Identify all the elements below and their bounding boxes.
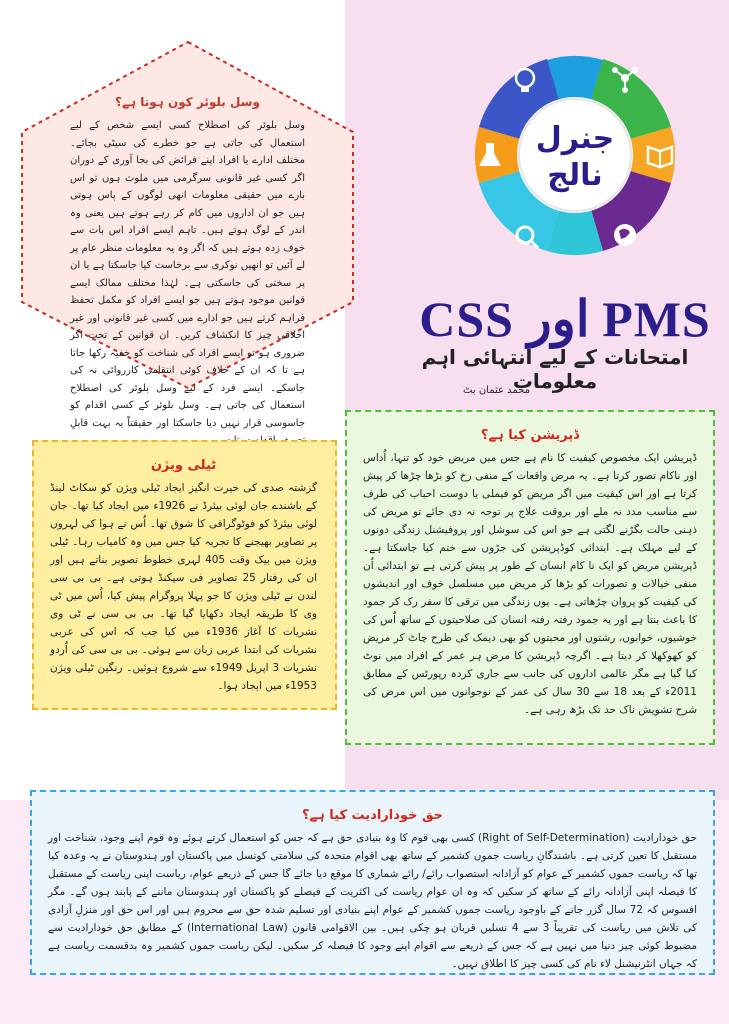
television-body: گزشتہ صدی کی حیرت انگیز ایجاد ٹیلی ویژن کو سکاٹ لینڈ کے باشندے جان لوئی بیئرڈ نے 1926ء میں ایجاد کیا تھا۔ جان لوئی بیئرڈ کو فوٹوگرافی کا شوق تھا۔ اُس نے ہوا کی لہروں پر تصاویر بھیجنے کا تجربہ کیا جس میں وہ کامیاب رہا۔ ٹیلی ویژن میں بیک وقت 405 لہری خطوط تصویر بناتے ہیں اور ان کی رفتار 25 تصاویر فی سیکنڈ ہوتی ہے۔ بی بی سی لندن نے ٹیلی ویژن کا جو پہلا پروگرام پیش کیا، اُس میں ٹی وی کا طریقہ ایجاد دکھایا گیا تھا۔ بی بی سی نے ٹی وی نشریات کا آغاز 1936ء میں کیا جب کہ اس کی عربی نشریات کی ابتدا عربی زبان سے ہوئی۔ بی بی سی کی اُردو نشریات 3 اپریل 1949ء سے شروع ہوئیں۔ رنگین ٹیلی ویژن 1953ء میں ایجاد ہوا۔ bbox=[50, 482, 318, 692]
television-section bbox=[32, 440, 337, 710]
badge-line2: نالج bbox=[547, 158, 603, 193]
whistleblower-body: وسل بلوئر کی اصطلاح کسی ایسے شخص کے لیے استعمال کی جاتی ہے جو خطرے کی سیٹی بجائے۔ مختلف ادارے یا افراد اپنے فرائض کی بجا آوری کے دوران اگر کسی غیر قانونی سرگرمی میں ملوث ہوں تو اس بارے میں حقیقی معلومات انھی لوگوں کے پاس ہوتی ہیں جو ان اداروں میں کام کر رہے ہوتے ہیں یعنی وہ اندر کے لوگ ہوتے ہیں۔ تاہم ایسے افراد اس بات سے خوف زدہ ہوتے ہیں کہ اگر وہ یہ معلومات منظر عام پر لے آئیں تو انھیں نوکری سے برخاست کیا جاسکتا ہے یا ان پر سختی کی جاسکتی ہے۔ لہٰذا مختلف ممالک ایسے قوانین موجود ہوتے ہیں جو ایسے افراد کو مکمل تحفظ فراہم کرتے ہیں جو ادارے میں کسی غیر قانونی اور غیر اخلاقی چیز کا انکشاف کریں۔ ان قوانین کے تحت اگر ضروری ہو تو ایسے افراد کی شناخت کو خفیہ رکھا جاتا ہے تا کہ ان کے خلاف کوئی انتقامی کارروائی نہ کی جاسکے۔ ایسے فرد کے لیے وسل بلوئر کی اصطلاح استعمال کی جاتی ہے۔ وسل بلوئر کے کسی اقدام کو جاسوسی قرار نہیں دیا جاسکتا اور حقیقتاً یہ بہت قابلِ bbox=[70, 120, 305, 429]
globe-icon bbox=[614, 224, 636, 246]
general-knowledge-badge bbox=[455, 30, 695, 280]
whistleblower-heading: وسل بلوئر کون ہوتا ہے؟ bbox=[115, 95, 260, 109]
depression-heading: ڈپریشن کیا ہے؟ bbox=[480, 428, 580, 443]
self-determination-body: حق خودارادیت (Right of Self-Determination) کسی بھی قوم کا وہ بنیادی حق ہے کہ جس کو استعمال کرتے ہوئے وہ قوم اپنے وجود، شناخت اور مستقبل کا تعین کرتی ہے۔ باشندگانِ ریاست جموں کشمیر کے ساتھ بھی اقوام متحدہ کی سلامتی کونسل میں پاکستان اور ہندوستان نے یہ وعدہ کیا تھا کہ ریاست جموں کشمیر کے عوام کو آزادانہ استصواب رائے/ رائے شماری کا موقع دیا جائے گا جس کے ذریعے عوام، ریاست اپنی ریاست کے مستقبل کا فیصلہ اپنی آزادانہ رائے کے ساتھ کر سکیں کہ وہ ان عوام ریاست کی اکثریت کے فیصلے کو پاکستان اور ہندوستان ماننے کے پابند ہوں گے۔ مگر افسوس کہ 72 سال گزر جانے کے باوجود ریاست جموں کشمیر کے عوام اپنے بنیادی اور تسلیم شدہ حق سے محروم ہیں اور اس حق اور منزلِ آزادی کی تلاش میں ریاست کی تقریباً 3 سے 4 نسلیں قربان ہو چکی ہیں۔ بین الاقوامی قانون (International Law) کے مطابق حق خودارادیت سے مضبوط کوئی چیز دنیا میں نہیں ہے کہ جس کے ذریعے سے اقوام اپنے وجود کا فیصلہ کر سکیں۔ لیکن ریاست جموں کشمیر وہ بدقسمت ریاست ہے کہ جہاں انٹرنیشنل لاء نام کی کسی چیز کا اطلاق نہیں۔ bbox=[48, 832, 698, 970]
television-heading: ٹیلی ویژن bbox=[150, 458, 217, 473]
title-main: CSS اور PMS bbox=[419, 291, 711, 347]
title-subtitle: امتحانات کے لیے انتہائی اہم معلومات bbox=[421, 345, 689, 393]
self-determination-section bbox=[30, 790, 715, 975]
author-name: محمد عثمان بٹ bbox=[463, 385, 530, 396]
depression-body: ڈپریشن ایک مخصوص کیفیت کا نام ہے جس میں مریض خود کو تنہا، اُداس اور ناکام تصور کرتا ہے۔ یہ مرض واقعات کے منفی رخ کو بڑھا چڑھا کر پیش کرتا ہے اور اس کیفیت میں اگر مریض کو فیملی یا دوست احباب کی طرف سے مناسب مدد نہ ملے اور بروقت علاج پر توجہ نہ دی جائے تو مریض کی ذہنی حالت بگڑنے لگتی ہے جو اس کی سوشل اور پروفیشنل زندگی دونوں کے لیے مہلک ہے۔ ابتدائی کوڈپریشن کی جڑوں سے ختم کیا جاسکتا ہے۔ ڈپریشن مریض کو ایک نا کام انسان کے طور پر پیش کرتی ہے تو ابتدائی اُن منفی خیالات و تصورات کو بڑھا کر مریض میں مسلسل خوف اور اندیشوں کی کیفیت کو پروان چڑھاتی ہے۔ یوں زندگی میں ترقی کا سفر رک کر جمود کا باعث بنتا ہے اور یہ جمود رفتہ رفتہ انسان کی صلاحیتوں کے ساتھ اُس کی خوشیوں، خوابوں، رشتوں اور محبتوں کو بھی دیمک کی طرح چاٹ کر مریض کو کھوکھلا کر دیتا ہے۔ اگرچہ ڈپریشن کا مرض ہر عمر کے افراد میں نوٹ کیا گیا ہے مگر عالمی اداروں کی جانب سے جاری کردہ رپورٹس کے مطابق 2011ء کے بعد 18 سے 30 سال کی عمر کے نوجوانوں میں اس مرض کی شرح تشویش ناک حد تک بڑھ رہی ہے۔ bbox=[363, 452, 697, 716]
whistleblower-section bbox=[70, 95, 305, 429]
depression-section bbox=[345, 410, 715, 745]
badge-line1: جنرل bbox=[535, 121, 615, 156]
self-determination-heading: حق خودارادیت کیا ہے؟ bbox=[301, 808, 444, 823]
